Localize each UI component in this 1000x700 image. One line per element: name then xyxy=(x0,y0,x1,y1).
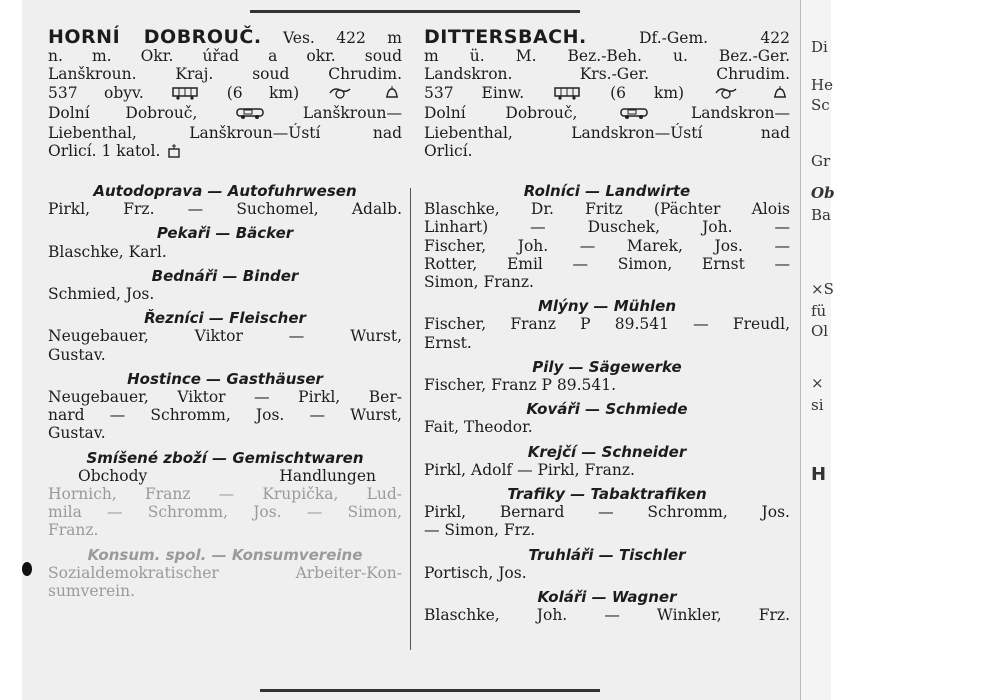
top-rule xyxy=(250,10,580,13)
section-heading: Konsum. spol. — Konsumvereine xyxy=(87,545,363,564)
entry-text: Neugebauer, Viktor — Wurst, xyxy=(48,327,402,346)
entry-text: Schmied, Jos. xyxy=(48,285,155,304)
section-autodoprava xyxy=(48,182,402,218)
section-konsum xyxy=(48,546,402,601)
section-pekari xyxy=(48,224,402,260)
bell-icon xyxy=(772,86,788,104)
section-heading: Truhláři — Tischler xyxy=(528,545,686,564)
section-mlyny xyxy=(424,297,790,352)
entry-text: Rotter, Emil — Simon, Ernst — xyxy=(424,254,790,273)
entry-text: Pirkl, Bernard — Schromm, Jos. xyxy=(424,503,790,522)
section-pily xyxy=(424,358,790,394)
entry-text: Blaschke, Karl. xyxy=(48,242,167,261)
section-heading: Autodoprava — Autofuhrwesen xyxy=(93,182,357,200)
adjacent-page-strip: Di He Sc Gr Ob Ba ×S fü Ol × si H xyxy=(800,0,831,700)
directory-page xyxy=(22,0,800,700)
section-heading: Mlýny — Mühlen xyxy=(537,297,677,316)
entry-text: Blaschke, Dr. Fritz (Pächter Alois xyxy=(424,200,790,219)
right-column xyxy=(424,28,790,624)
entry-text: Simon, Franz. xyxy=(424,273,534,292)
entry-text: Gustav. xyxy=(48,345,106,364)
section-krejci xyxy=(424,443,790,479)
entry-text: mila — Schromm, Jos. — Simon, xyxy=(48,503,402,522)
section-heading: Smíšené zboží — Gemischtwaren xyxy=(86,448,364,467)
entry-text: Sozialdemokratischer Arbeiter-Kon- xyxy=(48,563,402,582)
entry-text: Neugebauer, Viktor — Pirkl, Ber- xyxy=(48,388,402,407)
section-smisene-zbozi xyxy=(48,449,402,540)
entry-text: Pirkl, Frz. — Suchomel, Adalb. xyxy=(48,200,402,219)
section-heading: Řezníci — Fleischer xyxy=(144,309,306,328)
entry-text: sumverein. xyxy=(48,582,136,601)
section-trafiky xyxy=(424,485,790,540)
entry-text: Blaschke, Joh. — Winkler, Frz. xyxy=(424,606,790,625)
section-truhlari xyxy=(424,546,790,582)
entry-text: Fait, Theodor. xyxy=(424,418,533,437)
section-subheading: Obchody Handlungen xyxy=(78,466,376,485)
entry-text: Ernst. xyxy=(424,333,472,352)
car-icon xyxy=(619,106,649,124)
right-intro: DITTERSBACH. Df.-Gem. 422 m ü. M. Bez.-Beh. u. Bez.-Ger. Landskron. Krs.-Ger. Chrudim. 537 Einw. (6 km) Dolní Dobrouč, Landskron— Liebenthal, Landskron—Ústí nad Orlicí. xyxy=(424,26,790,161)
section-heading: Kováři — Schmiede xyxy=(526,400,688,419)
section-rolnici xyxy=(424,182,790,291)
bell-icon xyxy=(384,86,400,104)
bus-icon xyxy=(172,86,198,104)
entry-text: Portisch, Jos. xyxy=(424,563,527,582)
column-divider xyxy=(410,188,411,650)
entry-text: Fischer, Joh. — Marek, Jos. — xyxy=(424,236,790,255)
car-icon xyxy=(235,106,265,124)
entry-text: Fischer, Franz P 89.541 — Freudl, xyxy=(424,315,790,334)
section-heading: Pily — Sägewerke xyxy=(532,357,682,376)
left-column xyxy=(48,28,402,600)
section-heading: Pekaři — Bäcker xyxy=(156,224,294,243)
section-heading: Koláři — Wagner xyxy=(537,588,677,607)
section-kolari xyxy=(424,588,790,624)
section-heading: Bednáři — Binder xyxy=(151,266,299,285)
left-intro: HORNÍ DOBROUČ. Ves. 422 m n. m. Okr. úřad a okr. soud Lanškroun. Kraj. soud Chrudim. 537 obyv. (6 km) Dolní Dobrouč, Lanškroun— Liebenthal, Lanškroun—Ústí nad Orlicí. 1 katol. xyxy=(48,28,402,176)
section-heading: Hostince — Gasthäuser xyxy=(127,369,323,388)
section-hostince xyxy=(48,370,402,443)
entry-text: — Simon, Frz. xyxy=(424,521,536,540)
entry-text: Hornich, Franz — Krupička, Lud- xyxy=(48,485,402,504)
entry-text: Franz. xyxy=(48,521,99,540)
bottom-rule xyxy=(260,689,600,692)
post-horn-icon xyxy=(714,86,740,104)
church-icon xyxy=(167,144,181,162)
entry-text: Pirkl, Adolf — Pirkl, Franz. xyxy=(424,460,635,479)
section-bednari xyxy=(48,267,402,303)
section-heading: Trafiky — Tabaktrafiken xyxy=(507,485,707,504)
ink-blot xyxy=(22,562,32,576)
bus-icon xyxy=(554,86,580,104)
section-kovari xyxy=(424,400,790,436)
post-horn-icon xyxy=(328,86,354,104)
section-heading: Rolníci — Landwirte xyxy=(523,182,691,200)
town-name-left: HORNÍ DOBROUČ. xyxy=(48,26,262,48)
section-reznici xyxy=(48,309,402,364)
entry-text: Gustav. xyxy=(48,424,106,443)
entry-text: Fischer, Franz P 89.541. xyxy=(424,376,617,395)
town-name-right: DITTERSBACH. xyxy=(424,26,587,48)
entry-text: Linhart) — Duschek, Joh. — xyxy=(424,218,790,237)
section-heading: Krejčí — Schneider xyxy=(527,442,687,461)
entry-text: nard — Schromm, Jos. — Wurst, xyxy=(48,406,402,425)
